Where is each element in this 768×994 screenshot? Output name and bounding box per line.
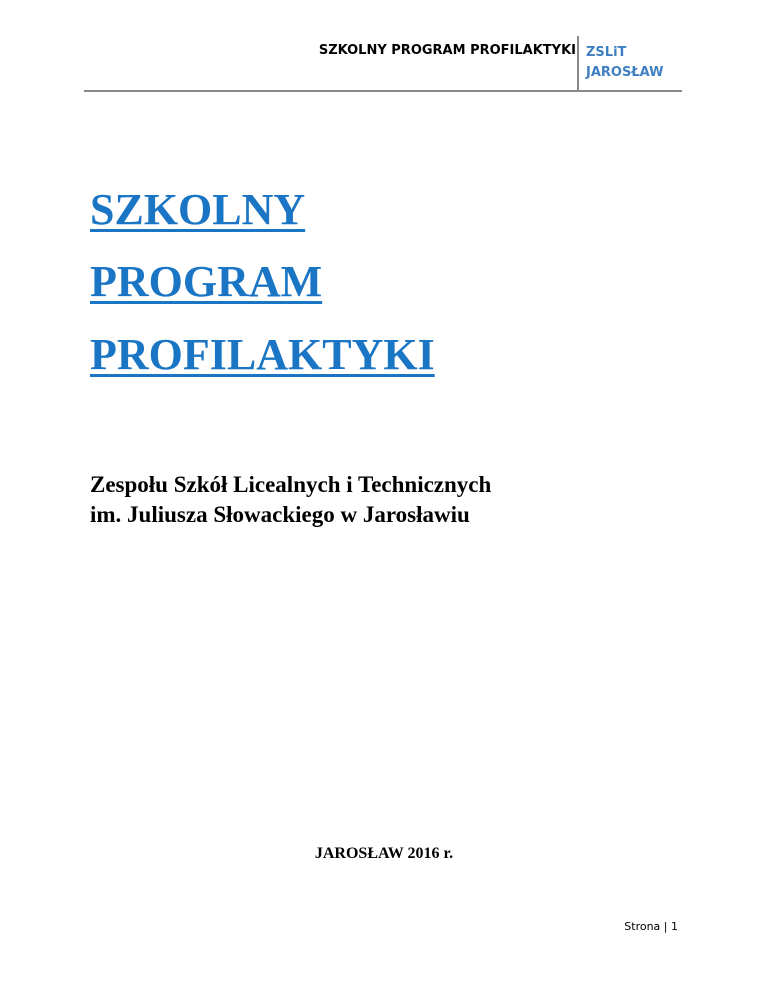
header-divider — [577, 36, 579, 90]
header-document-title: SZKOLNY PROGRAM PROFILAKTYKI — [318, 43, 576, 58]
subtitle-line-1: Zespołu Szkół Licealnych i Technicznych — [90, 472, 492, 497]
header-school-abbrev: ZSLiT — [586, 45, 627, 60]
header-school-city: JAROSŁAW — [586, 65, 664, 80]
page-header — [84, 36, 682, 92]
title-line-3: PROFILAKTYKI — [90, 330, 435, 379]
place-and-date: JAROSŁAW 2016 r. — [314, 845, 454, 862]
header-school-name — [586, 43, 664, 83]
subtitle-line-2: im. Juliusza Słowackiego w Jarosławiu — [90, 502, 470, 527]
school-full-name — [90, 470, 491, 530]
title-line-2: PROGRAM — [90, 257, 323, 306]
title-line-1: SZKOLNY — [90, 185, 306, 234]
page-number: Strona | 1 — [624, 920, 678, 933]
